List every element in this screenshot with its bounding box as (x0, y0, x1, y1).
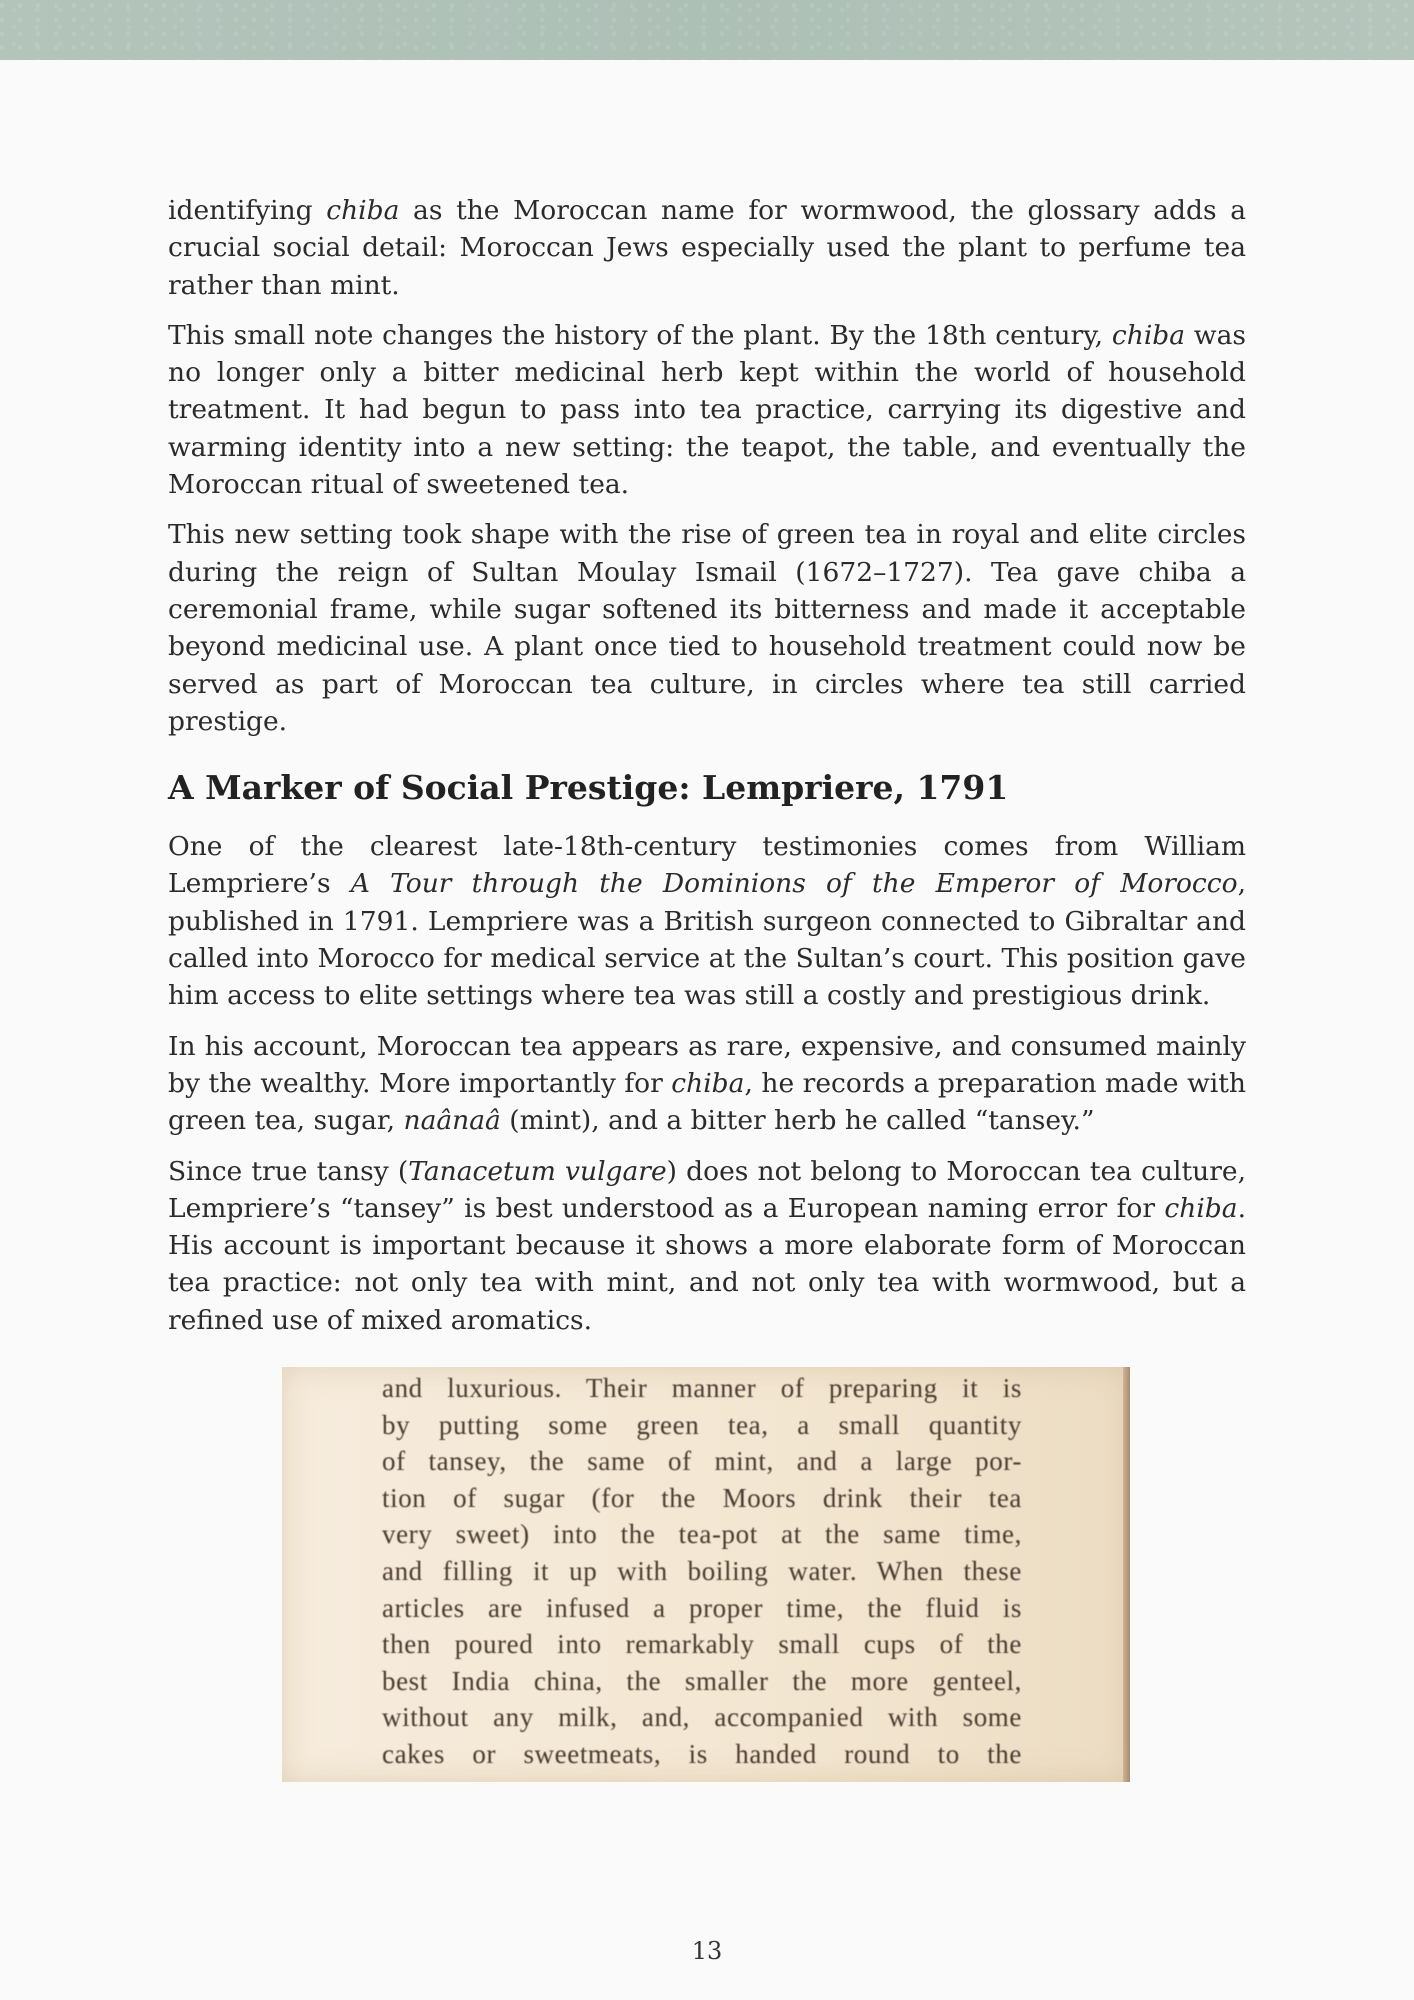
paragraph-5-text-c: , he records a preparation made with green tea, sugar, (168, 1067, 1246, 1137)
paragraph-5-text-e: (mint), and a bitter herb he called “tansey.” (500, 1105, 1095, 1137)
paragraph-6-text-a: Since true tansy ( (168, 1155, 409, 1187)
paragraph-6-text-c: ) does not belong to Moroccan tea culture, Lempriere’s “tansey” is best understood as a European naming error for (168, 1155, 1247, 1224)
paragraph-5-term-mint: naânaâ (403, 1105, 501, 1137)
header-band (0, 0, 1414, 60)
scan-line: best India china, the smaller the more genteel, (382, 1665, 1022, 1696)
paragraph-6 (168, 1153, 1246, 1339)
scan-line: articles are infused a proper time, the fluid is (382, 1592, 1022, 1623)
paragraph-4 (168, 828, 1246, 1014)
paragraph-6-latin-name: Tanacetum vulgare (408, 1155, 667, 1187)
paragraph-3: This new setting took shape with the rise of green tea in royal and elite circles during the reign of Sultan Moulay Ismail (1672–1727). Tea gave chiba a ceremonial frame, while sugar softened its bitterness and made it acceptable beyond medicinal use. A plant once tied to household treatment could now be served as part of Moroccan tea culture, in circles where tea still carried prestige. (168, 519, 1246, 737)
scan-line: tion of sugar (for the Moors drink their tea (382, 1482, 1022, 1513)
page-number: 13 (691, 1937, 723, 1965)
scanned-excerpt-text (382, 1370, 1022, 1773)
paragraph-4-book-title: A Tour through the Dominions of the Emperor of Morocco (350, 868, 1238, 900)
paragraph-6-text-e: . His account is important because it shows a more elaborate form of Moroccan tea practice: not only tea with mint, and not only tea with wormwood, but a refined use of mixed aromatics. (168, 1192, 1246, 1336)
page-body (168, 192, 1246, 1352)
paragraph-2-term: chiba (1111, 319, 1186, 351)
scanned-excerpt-image (282, 1367, 1130, 1782)
paragraph-5 (168, 1028, 1246, 1140)
paragraph-4-text-a: One of the clearest late-18th-century testimonies comes from William Lempriere’s (168, 831, 1246, 900)
paragraph-5-text-a: In his account, Moroccan tea appears as rare, expensive, and consumed mainly by the wealthy. More importantly for (168, 1030, 1246, 1099)
paragraph-1-term: chiba (326, 195, 400, 226)
scan-line: and filling it up with boiling water. When these (382, 1555, 1022, 1586)
paragraph-2-text-c: was no longer only a bitter medicinal herb kept within the world of household treatment. It had begun to pass into tea practice, carrying its digestive and warming identity into a new setting: the teapot, the table, and eventually the Moroccan ritual of sweetened tea. (168, 319, 1246, 501)
paragraph-1 (168, 192, 1246, 304)
paragraph-2 (168, 317, 1246, 503)
paragraph-4-text-c: , published in 1791. Lempriere was a British surgeon connected to Gibraltar and called into Morocco for medical service at the Sultan’s court. This position gave him access to elite settings where tea was still a costly and prestigious drink. (168, 868, 1246, 1012)
scan-line: by putting some green tea, a small quantity (382, 1409, 1022, 1440)
section-heading: A Marker of Social Prestige: Lempriere, 1791 (168, 768, 1009, 808)
scan-line: of tansey, the same of mint, and a large por- (382, 1446, 1022, 1477)
paragraph-5-term: chiba (671, 1067, 745, 1099)
scan-line: cakes or sweetmeats, is handed round to the (382, 1738, 1022, 1769)
scan-line: then poured into remarkably small cups of the (382, 1629, 1022, 1660)
paragraph-1-text-c: as the Moroccan name for wormwood, the glossary adds a crucial social detail: Moroccan Jews especially used the plant to perfume tea rather than mint. (168, 195, 1246, 301)
paragraph-6-term: chiba (1164, 1192, 1238, 1224)
paragraph-2-text-a: This small note changes the history of the plant. By the 18th century, (168, 319, 1112, 351)
paragraph-1-text-a: identifying (168, 195, 327, 226)
scan-line: and luxurious. Their manner of preparing it is (382, 1373, 1022, 1403)
scan-line: without any milk, and, accompanied with some (382, 1702, 1022, 1733)
scan-line: very sweet) into the tea-pot at the same time, (382, 1519, 1022, 1550)
